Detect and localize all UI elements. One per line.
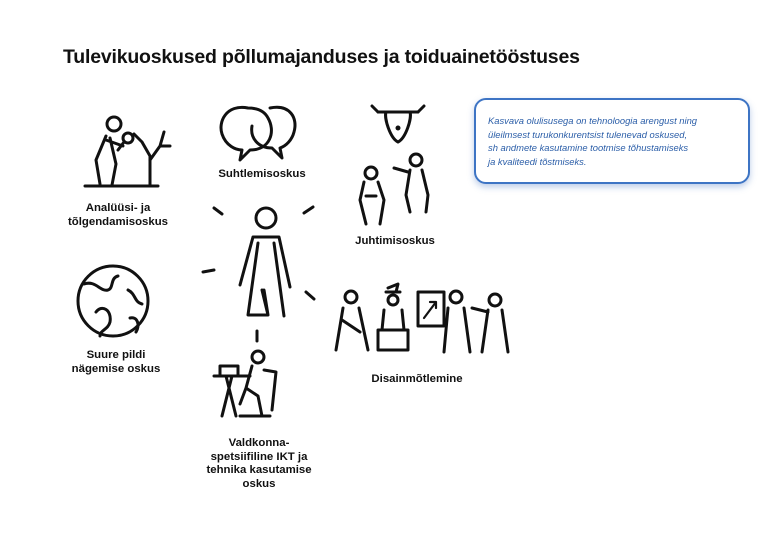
drone-people-icon [360, 106, 428, 224]
central-person-icon [240, 208, 290, 316]
label-design [352, 373, 482, 387]
label-line: Suure pildi [86, 349, 146, 361]
label-line: tõlgendamisoskus [67, 215, 168, 228]
label-analysis [60, 202, 176, 229]
label-management [340, 235, 450, 249]
globe-icon [78, 266, 148, 336]
label-ict [194, 437, 324, 491]
desk-laptop-icon [214, 351, 276, 416]
label-line: Juhtimisoskus [355, 235, 435, 247]
ray-lines [203, 207, 314, 341]
callout-line: ja kvaliteedi tõstmiseks. [488, 155, 587, 167]
analysis-icon [85, 117, 170, 186]
label-line: Valdkonna- [228, 437, 290, 449]
label-big-picture [58, 349, 174, 376]
label-communication [204, 168, 320, 182]
callout-line: sh andmete kasutamine tootmise tõhustamiseks [488, 142, 689, 154]
label-line: Disainmõtlemine [371, 373, 463, 385]
label-line: nägemise oskus [71, 362, 161, 375]
label-line: tehnika kasutamise [206, 464, 312, 476]
callout-line: üleilmsest turukonkurentsist tulenevad oskused, [488, 128, 688, 140]
page-title: Tulevikuoskused põllumajanduses ja toiduainetööstuses [63, 46, 580, 68]
speech-bubbles-icon [221, 107, 295, 160]
label-line: Suhtlemisoskus [218, 168, 306, 180]
label-line: spetsiifiline IKT ja [210, 450, 308, 463]
label-line: oskus [242, 477, 276, 490]
design-team-icon [336, 284, 508, 352]
label-line: Analüüsi- ja [85, 202, 151, 214]
callout-line: Kasvava olulisusega on tehnoloogia arengust ning [488, 115, 698, 126]
